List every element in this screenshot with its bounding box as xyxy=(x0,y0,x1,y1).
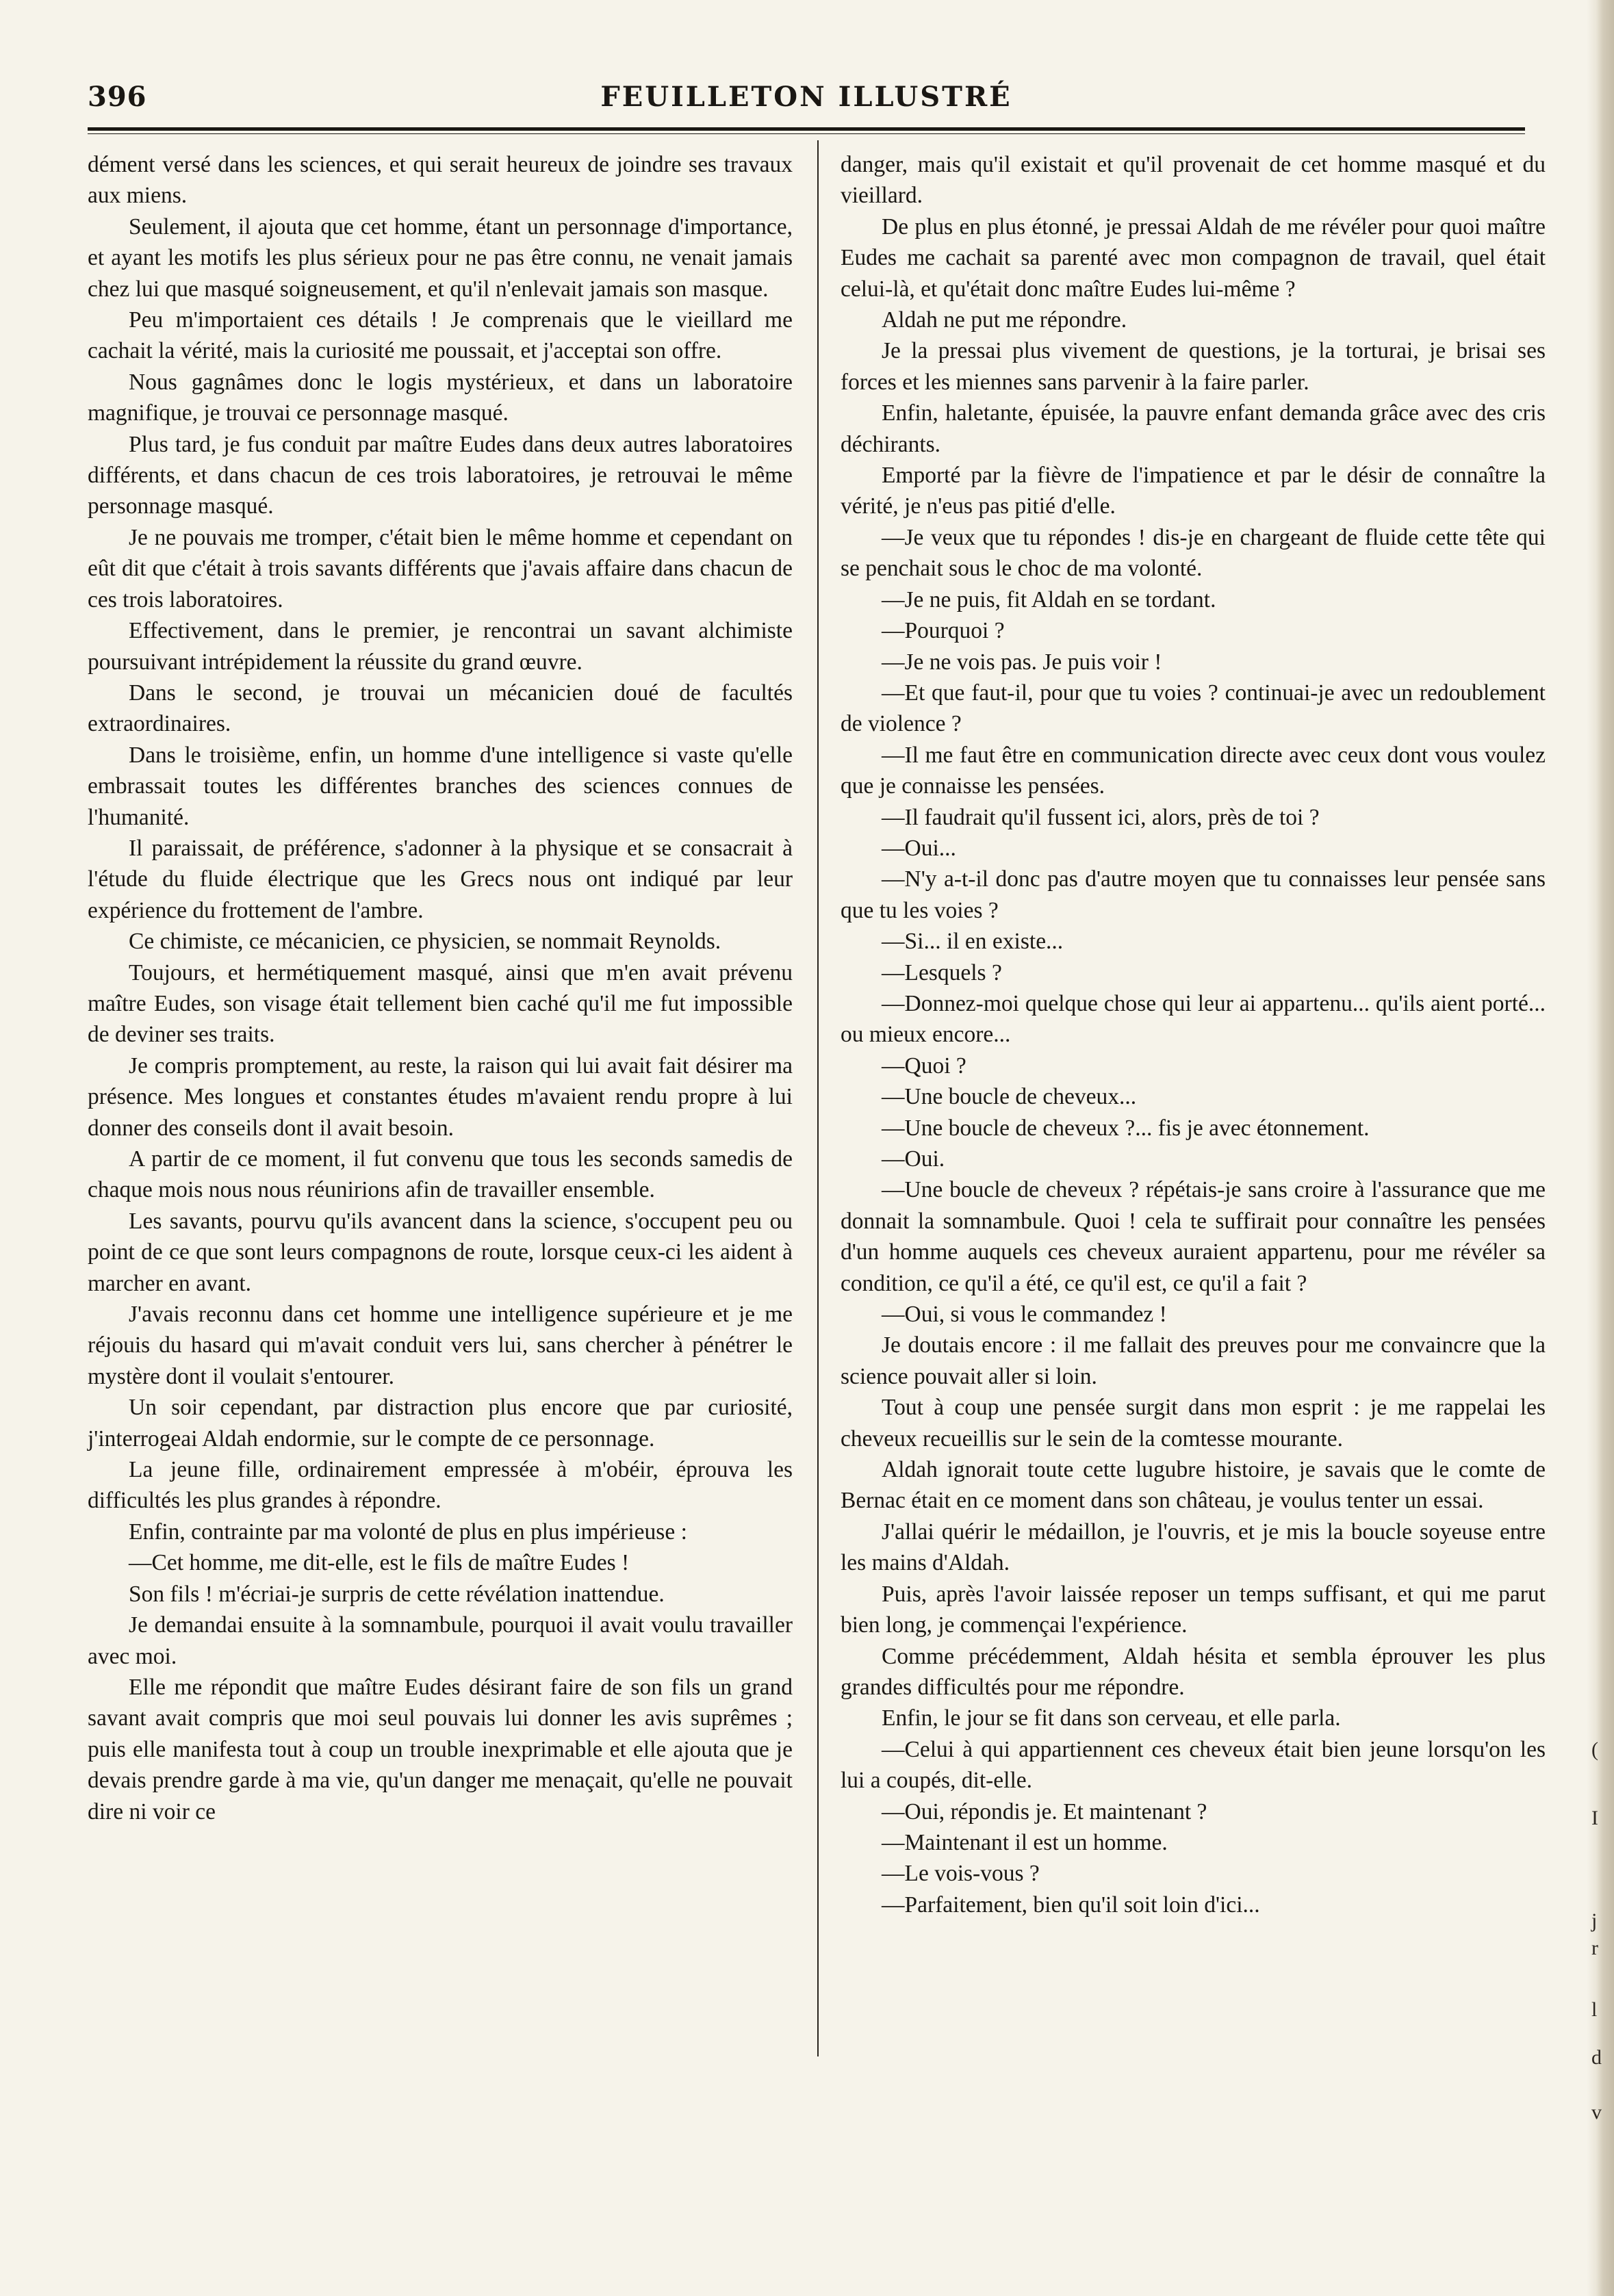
paragraph: Peu m'importaient ces détails ! Je comprenais que le vieillard me cachait la vérité, mais la curiosité me poussait, et j'acceptai son offre. xyxy=(88,307,793,364)
edge-letter: d xyxy=(1591,2046,1602,2069)
paragraph: Emporté par la fièvre de l'impatience et par le désir de connaître la vérité, je n'eus pas pitié d'elle. xyxy=(841,463,1546,519)
paragraph: A partir de ce moment, il fut convenu que tous les seconds samedis de chaque mois nous nous réunirions afin de travailler ensemble. xyxy=(88,1146,793,1203)
paragraph: Comme précédemment, Aldah hésita et sembla éprouver les plus grandes difficultés pour me répondre. xyxy=(841,1643,1546,1700)
paragraph: Toujours, et hermétiquement masqué, ainsi que m'en avait prévenu maître Eudes, son visage était tellement bien caché qu'il me fut impossible de deviner ses traits. xyxy=(88,959,793,1048)
paragraph: —N'y a-t-il donc pas d'autre moyen que tu connaisses leur pensée sans que tu les voies ? xyxy=(841,866,1546,923)
paragraph: —Je ne puis, fit Aldah en se tordant. xyxy=(882,586,1216,612)
paragraph: Je la pressai plus vivement de questions, je la torturai, je brisai ses forces et les miennes sans parvenir à la faire parler. xyxy=(841,338,1546,395)
paragraph: —Il faudrait qu'il fussent ici, alors, près de toi ? xyxy=(882,804,1320,830)
paragraph: Je doutais encore : il me fallait des preuves pour me convaincre que la science pouvait aller si loin. xyxy=(841,1332,1546,1389)
paragraph: —Une boucle de cheveux ?... fis je avec étonnement. xyxy=(882,1115,1370,1141)
paragraph: Je ne pouvais me tromper, c'était bien le même homme et cependant on eût dit que c'était à trois savants différents que j'avais affaire dans chacun de ces trois laboratoires. xyxy=(88,524,793,612)
page-header xyxy=(88,81,1525,130)
paragraph: Dans le second, je trouvai un mécanicien doué de facultés extraordinaires. xyxy=(88,680,793,737)
edge-letter: j xyxy=(1591,1909,1598,1932)
paragraph: Les savants, pourvu qu'ils avancent dans la science, s'occupent peu ou point de ce que sont leurs compagnons de route, lorsque ceux-ci les aident à marcher en avant. xyxy=(88,1208,793,1296)
paragraph: Ce chimiste, ce mécanicien, ce physicien, se nommait Reynolds. xyxy=(129,929,721,955)
header-rule-thin xyxy=(88,133,1525,134)
edge-letter: l xyxy=(1591,1998,1598,2021)
paragraph: —Je ne vois pas. Je puis voir ! xyxy=(882,649,1162,675)
running-title: FEUILLETON ILLUSTRÉ xyxy=(600,81,1012,113)
paragraph: Enfin, haletante, épuisée, la pauvre enfant demanda grâce avec des cris déchirants. xyxy=(841,400,1546,457)
paragraph: La jeune fille, ordinairement empressée à m'obéir, éprouva les difficultés les plus grandes à répondre. xyxy=(88,1457,793,1514)
paragraph: Son fils ! m'écriai-je surpris de cette révélation inattendue. xyxy=(129,1581,665,1607)
paragraph: —Parfaitement, bien qu'il soit loin d'ici... xyxy=(882,1892,1260,1918)
paragraph: Aldah ignorait toute cette lugubre histoire, je savais que le comte de Bernac était en ce moment dans son château, je voulus tenter un essai. xyxy=(841,1457,1546,1514)
paragraph: —Il me faut être en communication directe avec ceux dont vous voulez que je connaisse les pensées. xyxy=(841,742,1546,799)
edge-letter: ( xyxy=(1591,1738,1598,1761)
paragraph: —Donnez-moi quelque chose qui leur ai appartenu... qu'ils aient porté... ou mieux encore... xyxy=(841,990,1546,1048)
edge-letter: r xyxy=(1591,1937,1598,1959)
paragraph: Effectivement, dans le premier, je rencontrai un savant alchimiste poursuivant intrépidement la réussite du grand œuvre. xyxy=(88,618,793,675)
paragraph: J'avais reconnu dans cet homme une intelligence supérieure et je me réjouis du hasard qui m'avait conduit vers lui, sans chercher à pénétrer le mystère dont il voulait s'entourer. xyxy=(88,1302,793,1389)
edge-letter: v xyxy=(1591,2101,1602,2124)
paragraph: —Le vois-vous ? xyxy=(882,1861,1040,1887)
paragraph: —Quoi ? xyxy=(882,1053,966,1079)
paragraph: —Oui. xyxy=(882,1146,945,1172)
left-column xyxy=(88,149,793,1827)
paragraph: —Pourquoi ? xyxy=(882,618,1005,644)
paragraph: —Celui à qui appartiennent ces cheveux était bien jeune lorsqu'on les lui a coupés, dit-elle. xyxy=(841,1736,1546,1794)
paragraph: Tout à coup une pensée surgit dans mon esprit : je me rappelai les cheveux recueillis sur le sein de la comtesse mourante. xyxy=(841,1395,1546,1452)
paragraph: Je compris promptement, au reste, la raison qui lui avait fait désirer ma présence. Mes longues et constantes études m'avaient rendu propre à lui donner des conseils dont il avait besoin. xyxy=(88,1053,793,1141)
paragraph: —Lesquels ? xyxy=(882,959,1002,985)
paragraph: Puis, après l'avoir laissée reposer un temps suffisant, et qui me parut bien long, je commençai l'expérience. xyxy=(841,1581,1546,1638)
paragraph: —Oui, répondis je. Et maintenant ? xyxy=(882,1798,1207,1824)
paragraph: Dans le troisième, enfin, un homme d'une intelligence si vaste qu'elle embrassait toutes les différentes branches des sciences connues de l'humanité. xyxy=(88,742,793,830)
paragraph: Je demandai ensuite à la somnambule, pourquoi il avait voulu travailler avec moi. xyxy=(88,1612,793,1669)
paragraph: Elle me répondit que maître Eudes désirant faire de son fils un grand savant avait compris que moi seul pouvais lui donner les avis suprêmes ; puis elle manifesta tout à coup un trouble inexprimable et elle ajouta que je devais prendre garde à ma vie, qu'un danger me menaçait, qu'elle ne pouvait dire ni voir ce xyxy=(88,1674,793,1824)
paragraph: Un soir cependant, par distraction plus encore que par curiosité, j'interrogeai Aldah endormie, sur le compte de ce personnage. xyxy=(88,1395,793,1452)
paragraph: Il paraissait, de préférence, s'adonner à la physique et se consacrait à l'étude du fluide électrique que les Grecs nous ont indiqué par leur expérience du frottement de l'ambre. xyxy=(88,835,793,923)
paragraph: De plus en plus étonné, je pressai Aldah de me révéler pour quoi maître Eudes me cachait sa parenté avec mon compagnon de travail, quel était celui-là, et qu'était donc maître Eudes lui-même ? xyxy=(841,214,1546,302)
paragraph: —Oui, si vous le commandez ! xyxy=(882,1302,1167,1328)
paragraph: Nous gagnâmes donc le logis mystérieux, et dans un laboratoire magnifique, je trouvai ce personnage masqué. xyxy=(88,369,793,426)
page-number: 396 xyxy=(88,81,147,113)
right-column xyxy=(841,149,1546,1920)
paragraph: —Et que faut-il, pour que tu voies ? continuai-je avec un redoublement de violence ? xyxy=(841,680,1546,737)
column-divider xyxy=(817,140,819,2056)
paragraph: Enfin, le jour se fit dans son cerveau, et elle parla. xyxy=(882,1705,1341,1731)
paragraph: —Si... il en existe... xyxy=(882,929,1064,955)
header-rule xyxy=(88,127,1525,131)
paragraph: Seulement, il ajouta que cet homme, étant un personnage d'importance, et ayant les motifs les plus sérieux pour ne pas être connu, ne venait jamais chez lui que masqué soigneusement, et qu'il n'enlevait jamais son masque. xyxy=(88,214,793,302)
paragraph: —Une boucle de cheveux... xyxy=(882,1084,1137,1110)
paragraph: J'allai quérir le médaillon, je l'ouvris, et je mis la boucle soyeuse entre les mains d'Aldah. xyxy=(841,1519,1546,1576)
paragraph: dément versé dans les sciences, et qui serait heureux de joindre ses travaux aux miens. xyxy=(88,152,793,209)
edge-letter: I xyxy=(1591,1807,1598,1829)
page-edge xyxy=(1587,0,1614,2296)
paragraph: Aldah ne put me répondre. xyxy=(882,307,1127,333)
paragraph: —Une boucle de cheveux ? répétais-je sans croire à l'assurance que me donnait la somnambule. Quoi ! cela te suffirait pour connaître les pensées d'un homme auquels ces cheveux auraient appartenu, pour me révéler sa condition, ce qu'il a été, ce qu'il est, ce qu'il a fait ? xyxy=(841,1177,1546,1296)
paragraph: Enfin, contrainte par ma volonté de plus en plus impérieuse : xyxy=(129,1519,687,1545)
paragraph: —Oui... xyxy=(882,835,956,861)
paragraph: danger, mais qu'il existait et qu'il provenait de cet homme masqué et du vieillard. xyxy=(841,152,1546,209)
paragraph: —Je veux que tu répondes ! dis-je en chargeant de fluide cette tête qui se penchait sous le choc de ma volonté. xyxy=(841,524,1546,582)
paragraph: —Cet homme, me dit-elle, est le fils de maître Eudes ! xyxy=(129,1550,630,1576)
paragraph: —Maintenant il est un homme. xyxy=(882,1829,1168,1855)
paragraph: Plus tard, je fus conduit par maître Eudes dans deux autres laboratoires différents, et dans chacun de ces trois laboratoires, je retrouvai le même personnage masqué. xyxy=(88,431,793,519)
